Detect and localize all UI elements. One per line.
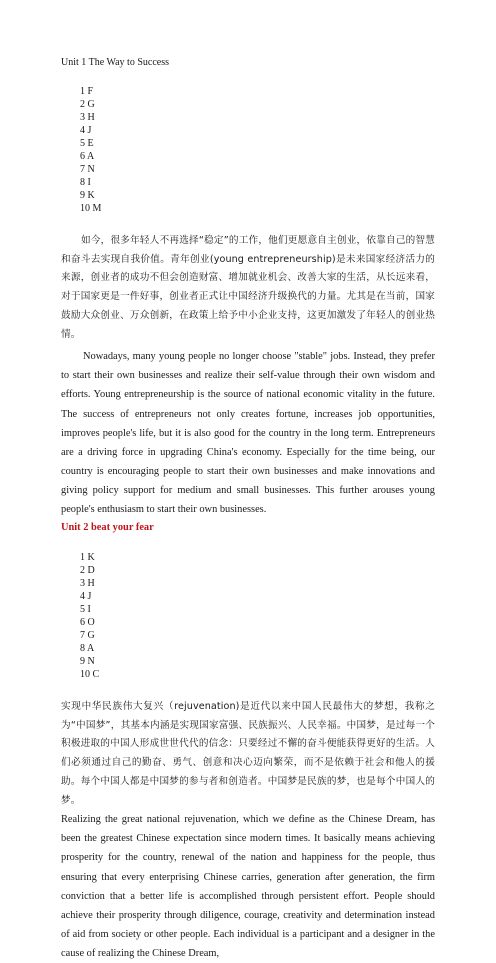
answer-item: 4 J <box>80 125 92 136</box>
answer-item: 2 D <box>80 565 95 577</box>
answer-item: 6 A <box>80 151 95 162</box>
unit1-english-paragraph: Nowadays, many young people no longer choose "stable" jobs. Instead, they prefer to start their own businesses and realize their self-value through their own wisdom and efforts. Young entrepreneurship is the source of national economic vitality in the future. The success of entrepreneurs not only creates fortune, increases job opportunities, improves people's life, but it is also good for the country in the long term. Entrepreneurs are a driving force in upgrading China's economy. Especially for the time being, our country is encouraging people to start their own businesses and make innovations and giving policy support for medium and small businesses. This further arouses young people's enthusiasm to start their own businesses. <box>61 351 435 515</box>
unit2-title: Unit 2 beat your fear <box>61 522 154 534</box>
answer-item: 7 N <box>80 164 95 175</box>
unit2-english-paragraph: Realizing the great national rejuvenation, which we define as the Chinese Dream, has been the greatest Chinese expectation since modern times. It basically means achieving prosperity for the country, renewal of the nation and happiness for the people, thus ensuring that every enterprising Chinese carries, generation after generation, the firm conviction that a better life is accomplished through persistent effort. People should achieve their prosperity through diligence, courage, creativity and determination instead of aid from society or other people. Each individual is a participant and a designer in the cause of realizing the Chinese Dream, <box>61 814 435 959</box>
answer-item: 8 A <box>80 643 95 655</box>
answer-item: 9 K <box>80 190 95 201</box>
unit2-chinese-paragraph: 实现中华民族伟大复兴（rejuvenation)是近代以来中国人民最伟大的梦想，我称之为“中国梦”，其基本内涵是实现国家富强、民族振兴、人民幸福。中国梦，是过每一个积极进取的中国人形成世世代代的信念：只要经过不懈的奋斗便能获得更好的生活。人们必须通过自己的勤奋、勇气、创意和决心迈向繁荣，而不是依赖于社会和他人的援助。每个中国人都是中国梦的参与者和创造者。中国梦是民族的梦，也是每个中国人的梦。 <box>61 701 435 806</box>
answer-item: 5 E <box>80 138 94 149</box>
answer-item: 7 G <box>80 630 95 642</box>
answer-item: 2 G <box>80 99 95 110</box>
unit1-chinese-paragraph: 如今，很多年轻人不再选择“稳定”的工作，他们更愿意自主创业，依靠自己的智慧和奋斗去实现自我价值。青年创业(young entrepreneurship)是未来国家经济活力的来源，创业者的成功不但会创造财富、增加就业机会、改善大家的生活，从长远来看，对于国家更是一件好事，创业者正式让中国经济升级换代的力量。尤其是在当前，国家鼓励大众创业、万众创新，在政策上给予中小企业支持，这更加激发了年轻人的创业热情。 <box>61 235 435 340</box>
document-content <box>61 56 435 963</box>
answer-item: 10 C <box>80 669 100 681</box>
answer-item: 9 N <box>80 656 95 668</box>
unit2-answer-key <box>61 538 435 694</box>
unit1-answer-key <box>61 72 435 228</box>
answer-item: 6 O <box>80 617 95 629</box>
unit1-title: Unit 1 The Way to Success <box>61 57 169 68</box>
answer-item: 5 I <box>80 604 91 616</box>
answer-item: 4 J <box>80 591 92 603</box>
answer-item: 1 K <box>80 552 95 564</box>
answer-item: 10 M <box>80 203 102 214</box>
answer-item: 1 F <box>80 86 94 97</box>
answer-item: 3 H <box>80 578 95 590</box>
answer-item: 3 H <box>80 112 95 123</box>
answer-item: 8 I <box>80 177 91 188</box>
